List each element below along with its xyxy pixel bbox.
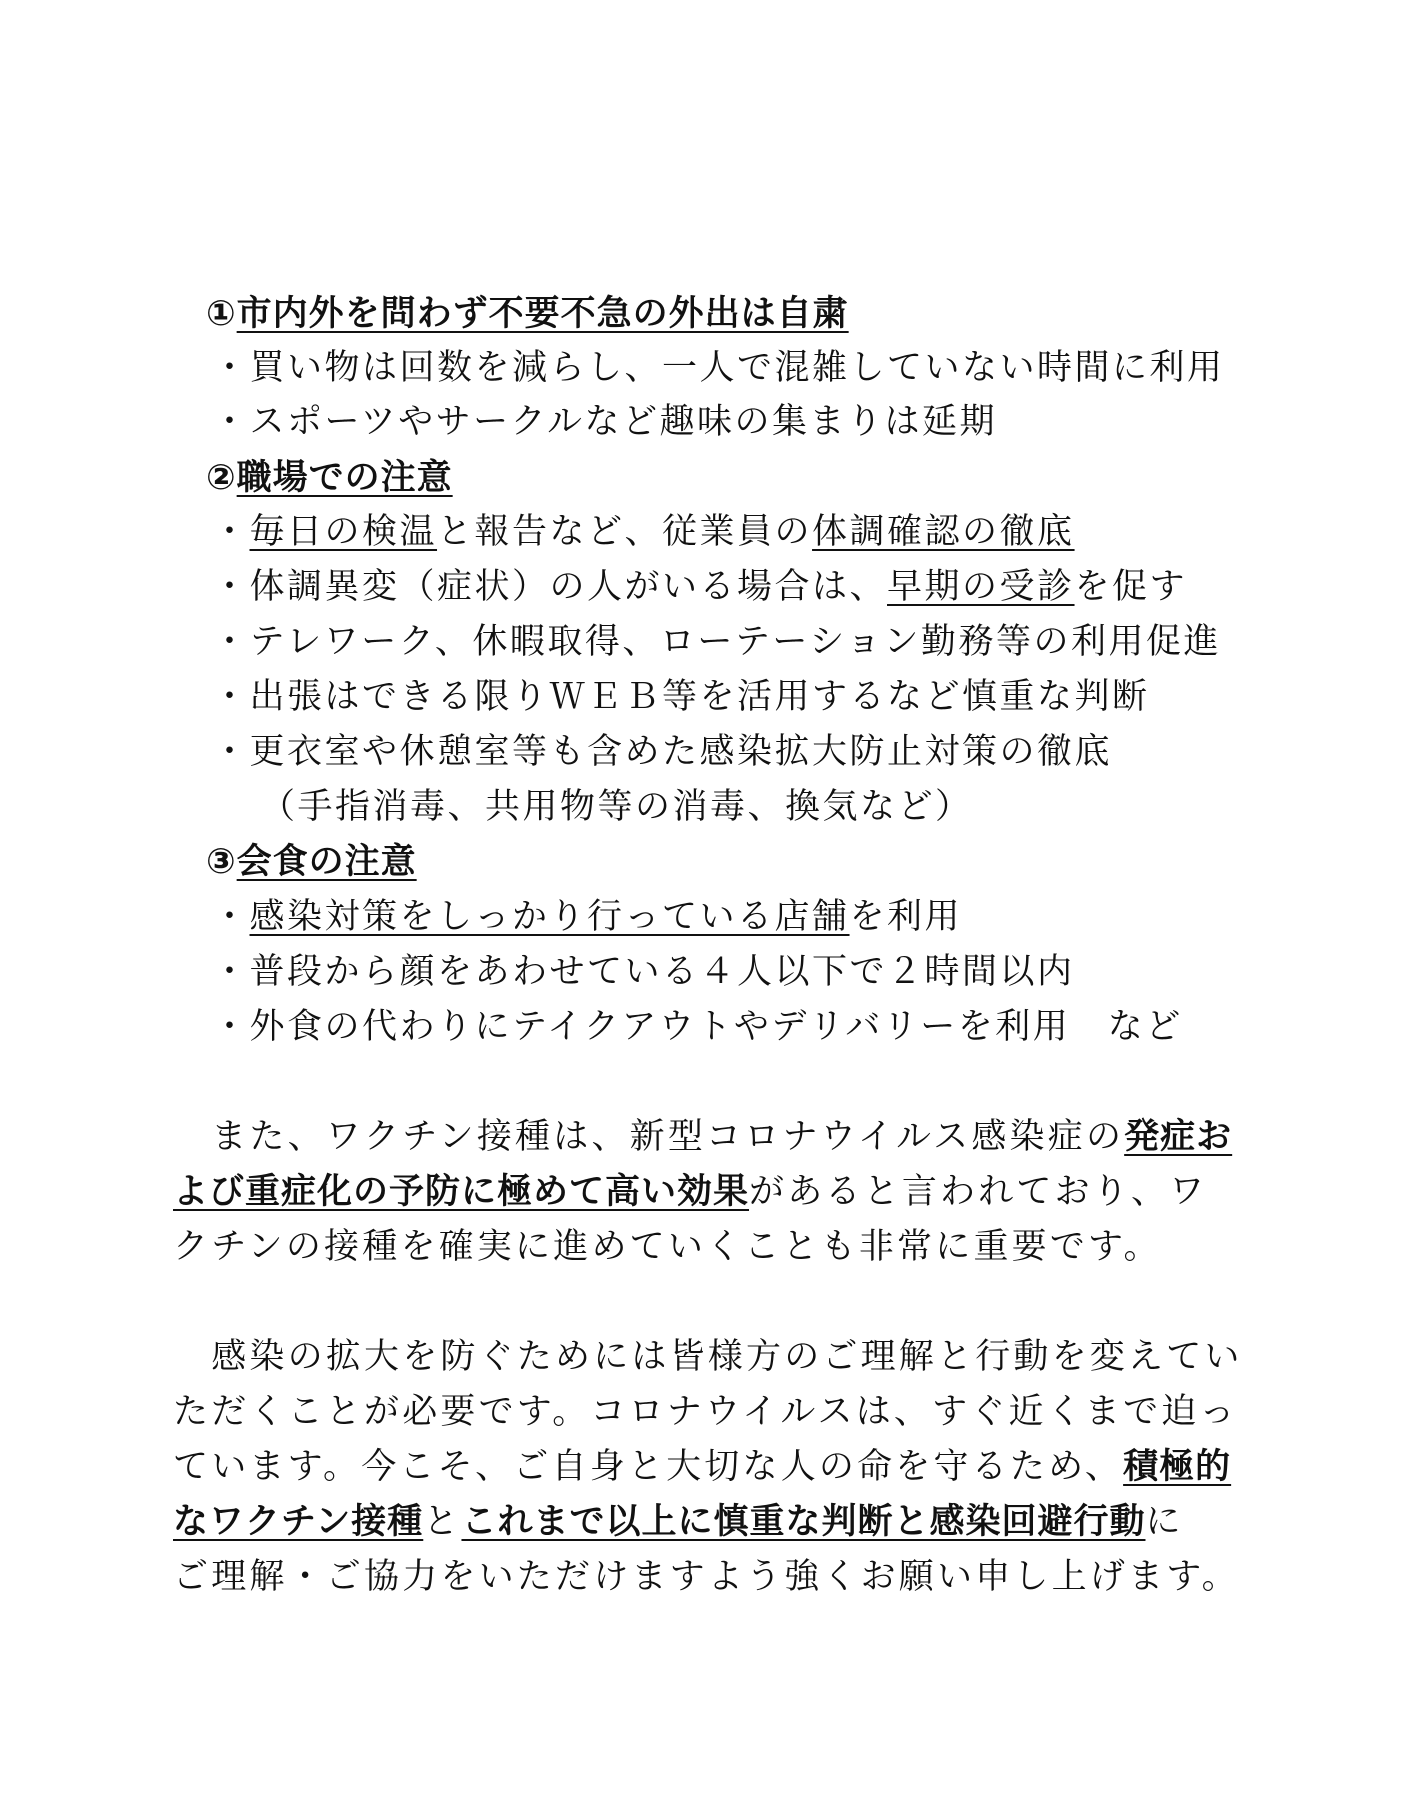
text-segment: と [423, 1502, 462, 1542]
section2-item-5-detail: （手指消毒、共用物等の消毒、換気など） [260, 787, 973, 827]
section2-heading-text: 職場での注意 [236, 458, 453, 498]
section2-heading [206, 456, 453, 500]
text-segment: を利用 [849, 897, 963, 937]
emphasis-phrase: なワクチン接種 [173, 1502, 424, 1542]
section2-item-2 [212, 565, 1187, 609]
bullet-prefix: ・ [212, 897, 250, 937]
paragraph1-line-3: クチンの接種を確実に進めていくことも非常に重要です。 [173, 1227, 1162, 1267]
section3-item-1 [212, 895, 962, 939]
text-segment: を促す [1074, 567, 1188, 607]
section2-item-3: ・テレワーク、休暇取得、ローテーション勤務等の利用促進 [212, 622, 1222, 662]
paragraph2-line-3 [173, 1445, 1231, 1489]
emphasis-phrase: 積極的 [1123, 1447, 1232, 1487]
text-segment: と報告など、従業員の [437, 512, 813, 552]
paragraph1-line-2 [173, 1170, 1207, 1214]
section2-item-5: ・更衣室や休憩室等も含めた感染拡大防止対策の徹底 [212, 732, 1113, 772]
emphasis-phrase: よび重症化の予防に極めて高い効果 [173, 1172, 750, 1212]
section1-heading-text: 市内外を問わず不要不急の外出は自粛 [236, 294, 849, 334]
section1-item-2: ・スポーツやサークルなど趣味の集まりは延期 [212, 402, 998, 442]
underlined-phrase: 毎日の検温 [249, 512, 438, 552]
section3-item-2: ・普段から顔をあわせている４人以下で２時間以内 [212, 952, 1075, 992]
section3-heading-text: 会食の注意 [236, 842, 417, 882]
emphasis-phrase: 発症お [1124, 1117, 1233, 1157]
text-segment: ・体調異変（症状）の人がいる場合は、 [212, 567, 888, 607]
section3-item-3: ・外食の代わりにテイクアウトやデリバリーを利用 など [212, 1007, 1183, 1047]
paragraph1-line-1 [173, 1115, 1232, 1159]
section3-heading [206, 840, 417, 884]
section2-item-4: ・出張はできる限りＷＥＢ等を活用するなど慎重な判断 [212, 677, 1150, 717]
underlined-phrase: 早期の受診 [887, 567, 1075, 607]
paragraph2-line-5: ご理解・ご協力をいただけますよう強くお願い申し上げます。 [173, 1557, 1240, 1597]
underlined-phrase: 体調確認の徹底 [812, 512, 1075, 552]
section1-item-1: ・買い物は回数を減らし、一人で混雑していない時間に利用 [212, 348, 1225, 388]
text-segment: に [1145, 1502, 1184, 1542]
paragraph2-line-2: ただくことが必要です。コロナウイルスは、すぐ近くまで迫っ [173, 1392, 1238, 1432]
paragraph2-line-1: 感染の拡大を防ぐためには皆様方のご理解と行動を変えてい [173, 1337, 1243, 1377]
bullet-prefix: ・ [212, 512, 250, 552]
text-segment: また、ワクチン接種は、新型コロナウイルス感染症の [173, 1117, 1125, 1157]
section1-heading-number: ① [206, 294, 237, 334]
text-segment: があると言われており、ワ [749, 1172, 1208, 1212]
text-segment: ています。今こそ、ご自身と大切な人の命を守るため、 [173, 1447, 1124, 1487]
emphasis-phrase: これまで以上に慎重な判断と感染回避行動 [461, 1502, 1146, 1542]
section2-item-1 [212, 510, 1075, 554]
paragraph2-line-4 [173, 1500, 1184, 1544]
underlined-phrase: 感染対策をしっかり行っている店舗 [249, 897, 850, 937]
section2-heading-number: ② [206, 458, 237, 498]
section3-heading-number: ③ [206, 842, 237, 882]
section1-heading [206, 292, 849, 336]
